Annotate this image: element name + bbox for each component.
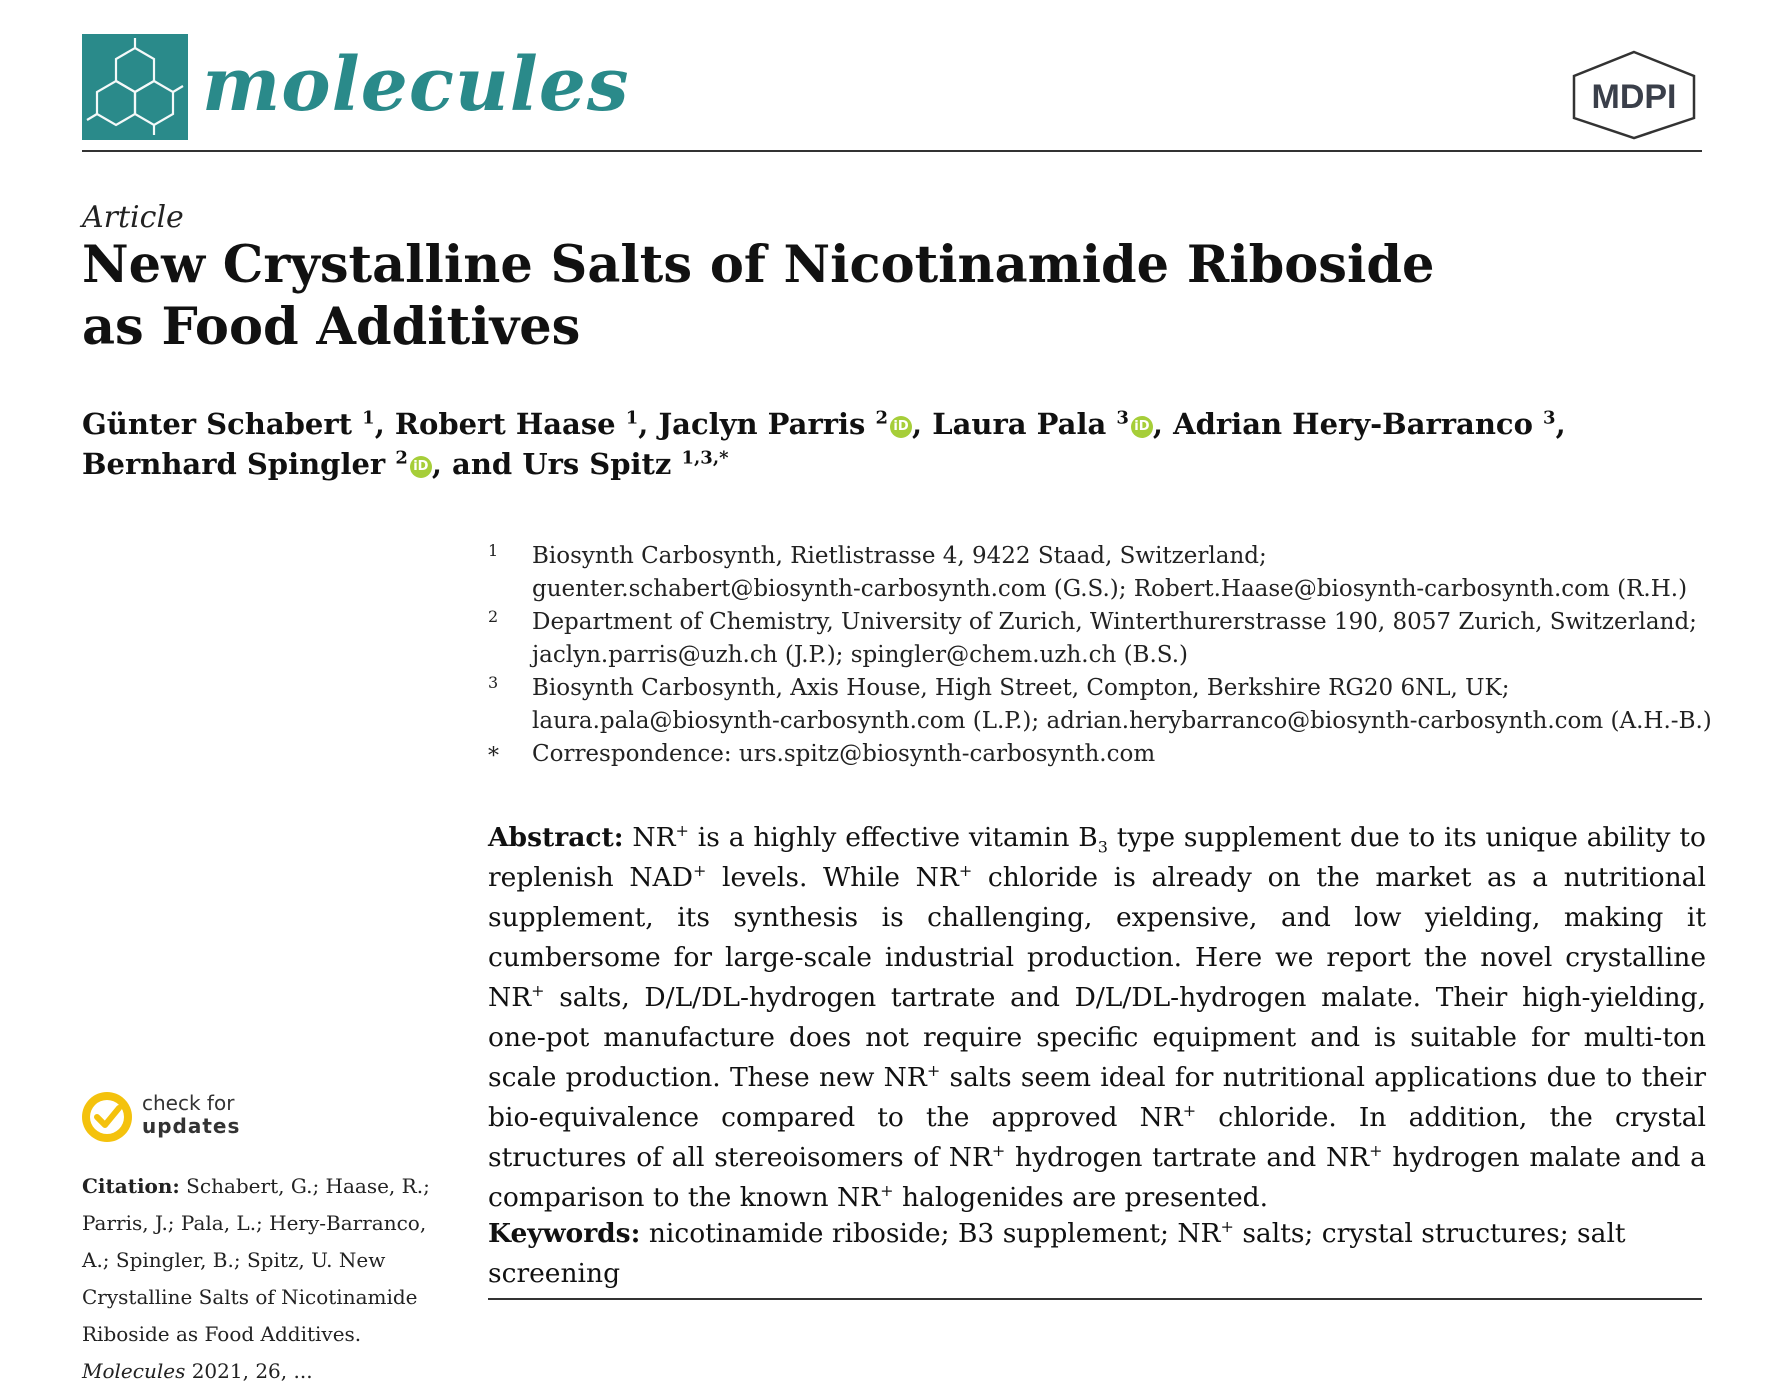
abstract-text: chloride. In addition, the crystal structures of all stereoisomers of NR (488, 1102, 1706, 1173)
citation-label: Citation: (82, 1174, 180, 1198)
author-name[interactable]: Jaclyn Parris (658, 407, 866, 441)
affiliation-address: Biosynth Carbosynth, Rietlistrasse 4, 9422 Staad, Switzerland; (532, 543, 1267, 569)
affiliation-address: Department of Chemistry, University of Zurich, Winterthurerstrasse 190, 8057 Zurich, Switzerland; (532, 609, 1697, 635)
abstract-subscript: 3 (1097, 837, 1108, 857)
affiliation-item (486, 672, 1726, 738)
affiliation-marker: 3 (488, 673, 499, 692)
author-affiliation-marker: 2 (395, 447, 408, 469)
abstract-text: levels. While NR (706, 862, 959, 893)
citation (82, 1168, 452, 1390)
abstract-text: type supplement due to its unique ability to replenish NAD (488, 822, 1706, 893)
header-divider (82, 150, 1702, 152)
affiliation-item (486, 606, 1726, 672)
abstract-superscript: + (958, 861, 973, 881)
abstract-text: hydrogen tartrate and NR (1005, 1142, 1370, 1173)
keywords-text: salts; crystal structures; salt screening (488, 1218, 1626, 1289)
abstract-divider (488, 1298, 1702, 1300)
author-name[interactable]: Günter Schabert (82, 407, 353, 441)
affiliation-marker: 1 (488, 541, 499, 560)
affiliations (486, 540, 1726, 771)
keywords-text: nicotinamide riboside; B3 supplement; NR (640, 1218, 1221, 1249)
author-affiliation-marker: 1,3,* (681, 447, 729, 469)
keywords-label: Keywords: (488, 1218, 641, 1249)
orcid-icon[interactable]: iD (1131, 416, 1153, 438)
abstract-text: is a highly effective vitamin B (688, 822, 1098, 853)
abstract-label: Abstract: (488, 822, 624, 853)
abstract-text: NR (623, 822, 676, 853)
article-type: Article (82, 200, 184, 235)
abstract-superscript: + (991, 1141, 1006, 1161)
abstract-superscript: + (1182, 1101, 1197, 1121)
abstract-text: hydrogen malate and a comparison to the known NR (488, 1142, 1706, 1213)
affiliation-marker: * (488, 744, 499, 769)
keywords (488, 1214, 1706, 1294)
author-affiliation-marker: 2 (875, 407, 889, 429)
citation-journal: Molecules (82, 1359, 186, 1383)
abstract-superscript: + (692, 861, 707, 881)
affiliation-item (486, 738, 1726, 771)
abstract-superscript: + (880, 1181, 894, 1201)
checkmark-icon (82, 1092, 132, 1142)
author-name[interactable]: Bernhard Spingler (82, 447, 386, 481)
article-title: New Crystalline Salts of Nicotinamide Riboside as Food Additives (82, 235, 1435, 357)
affiliation-item (486, 540, 1726, 606)
abstract-text: halogenides are presented. (893, 1182, 1269, 1213)
abstract-superscript: + (926, 1061, 941, 1081)
journal-logo-icon (82, 34, 188, 140)
affiliation-marker: 2 (488, 607, 499, 626)
affiliation-address: Biosynth Carbosynth, Axis House, High Street, Compton, Berkshire RG20 6NL, UK; (532, 675, 1510, 701)
author-name[interactable]: Adrian Hery-Barranco (1173, 407, 1533, 441)
abstract-superscript: + (531, 981, 545, 1001)
author-name[interactable]: Robert Haase (394, 407, 616, 441)
affiliation-emails: jaclyn.parris@uzh.ch (J.P.); spingler@chem.uzh.ch (B.S.) (532, 642, 1188, 668)
check-updates-line1: check for (142, 1091, 235, 1115)
keywords-superscript: + (1220, 1217, 1234, 1237)
author-affiliation-marker: 1 (362, 407, 375, 429)
affiliation-emails: guenter.schabert@biosynth-carbosynth.com (G.S.); Robert.Haase@biosynth-carbosynth.com (R.H.) (532, 576, 1688, 602)
journal-name: molecules (202, 42, 630, 128)
citation-text: Schabert, G.; Haase, R.; Parris, J.; Pala, L.; Hery-Barranco, A.; Spingler, B.; Spitz, U. New Crystalline Salts of Nicotinamide Riboside as Food Additives. (82, 1174, 430, 1346)
abstract-superscript: + (675, 821, 689, 841)
abstract-text: salts, D/L/DL-hydrogen tartrate and D/L/DL-hydrogen malate. Their high-yielding, one-pot manufacture does not require specific equipment and is suitable for multi-ton scale production. These new NR (488, 982, 1706, 1093)
author-name[interactable]: Laura Pala (932, 407, 1107, 441)
check-updates-line2: updates (142, 1114, 241, 1138)
affiliation-emails: laura.pala@biosynth-carbosynth.com (L.P.); adrian.herybarranco@biosynth-carbosynth.com (A.H.-B.) (532, 708, 1712, 734)
author-affiliation-marker: 3 (1116, 407, 1129, 429)
affiliation-address: Correspondence: urs.spitz@biosynth-carbosynth.com (532, 741, 1156, 767)
publisher-name: MDPI (1591, 78, 1677, 116)
orcid-icon[interactable]: iD (410, 456, 432, 478)
author-name[interactable]: Urs Spitz (522, 447, 672, 481)
author-list: Günter Schabert $^1$, Robert Haase $^1$, Jaclyn Parris $^2$ iD , Laura Pala $^3$ iD , Adrian Hery-Barranco $^3$, Bernhard Spingler $^2$ iD , and Urs Spitz $^{1,3,*}$ (82, 407, 1566, 481)
abstract-text: salts seem ideal for nutritional applications due to their bio-equivalence compared to the approved NR (488, 1062, 1706, 1133)
orcid-icon[interactable]: iD (890, 416, 912, 438)
publisher-logo (1566, 48, 1702, 140)
abstract (488, 818, 1706, 1218)
author-affiliation-marker: 1 (625, 407, 639, 429)
abstract-text: chloride is already on the market as a nutritional supplement, its synthesis is challenging, expensive, and low yielding, making it cumbersome for large-scale industrial production. Here we report the novel crystalline NR (488, 862, 1706, 1013)
check-for-updates-button[interactable] (82, 1090, 262, 1146)
citation-tail: 2021, 26, ... (185, 1359, 313, 1383)
abstract-superscript: + (1369, 1141, 1383, 1161)
author-affiliation-marker: 3 (1543, 407, 1556, 429)
